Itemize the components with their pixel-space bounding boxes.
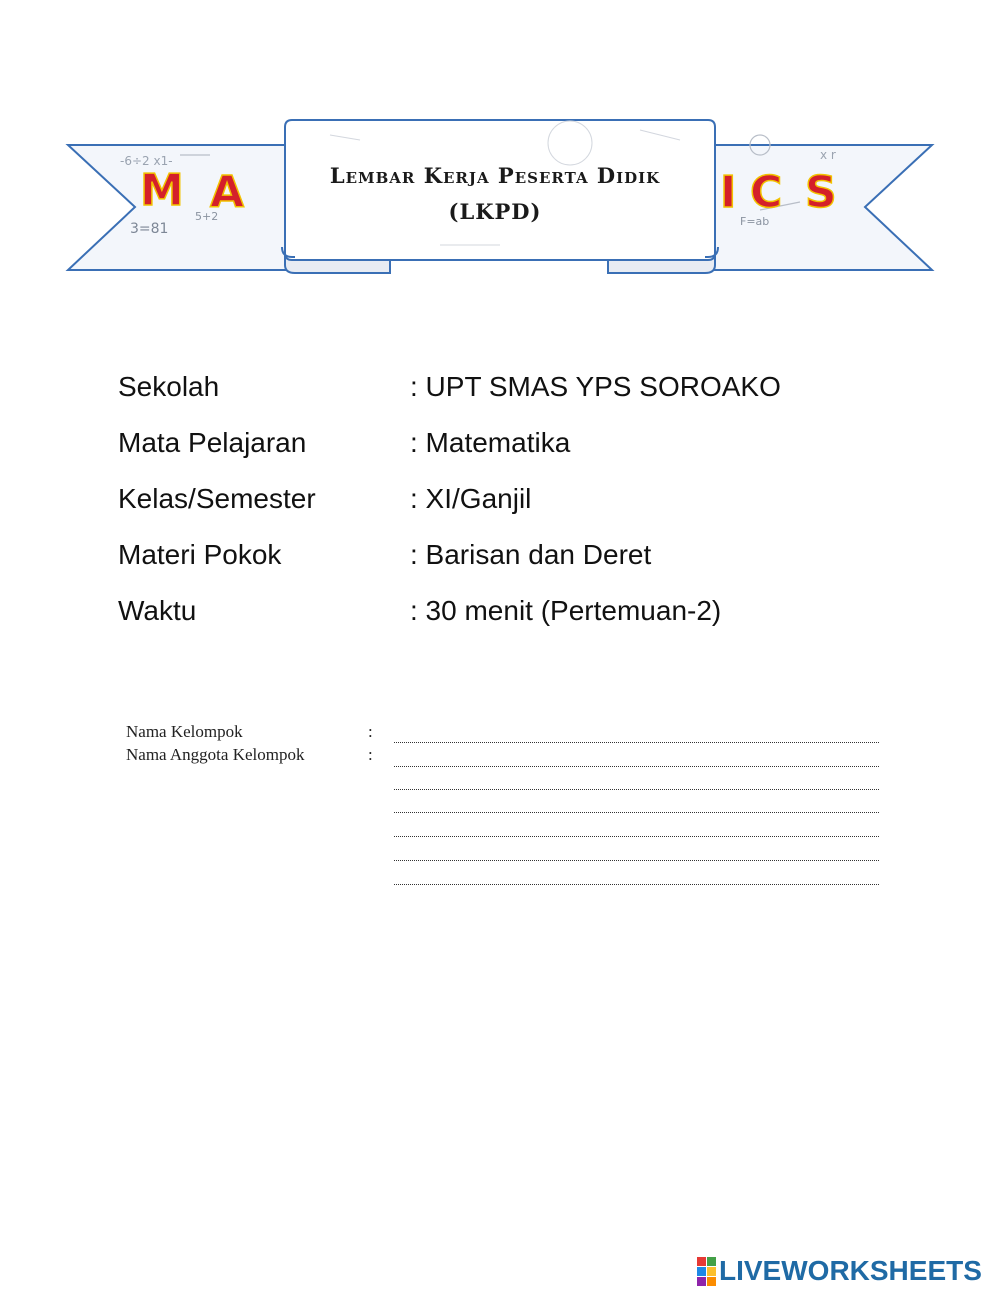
svg-text:3=81: 3=81	[130, 221, 169, 237]
info-value: : Matematika	[410, 427, 571, 458]
member-name-field[interactable]	[394, 836, 879, 837]
info-label: Waktu	[118, 595, 197, 626]
svg-text:F=ab: F=ab	[740, 215, 770, 228]
info-label: Mata Pelajaran	[118, 427, 307, 458]
group-name-colon: :	[368, 722, 373, 741]
member-name-field[interactable]	[394, 860, 879, 861]
member-name-field[interactable]	[394, 766, 879, 767]
svg-text:A: A	[210, 167, 245, 218]
group-members-label: Nama Anggota Kelompok	[126, 745, 305, 764]
info-label: Sekolah	[118, 371, 220, 402]
info-value: : Barisan dan Deret	[410, 539, 652, 570]
member-name-field[interactable]	[394, 789, 879, 790]
liveworksheets-logo-icon	[697, 1257, 716, 1286]
worksheet-title	[290, 158, 700, 230]
info-row-school	[118, 365, 918, 421]
svg-text:M: M	[140, 165, 184, 216]
group-name-label: Nama Kelompok	[126, 722, 243, 741]
svg-text:C: C	[750, 167, 783, 218]
info-row-class-semester	[118, 477, 918, 533]
svg-text:-6÷2 x1-: -6÷2 x1-	[120, 154, 173, 168]
svg-text:S: S	[805, 167, 837, 218]
info-label: Kelas/Semester	[118, 483, 316, 514]
liveworksheets-logo[interactable]	[697, 1256, 982, 1286]
svg-text:5+2: 5+2	[195, 210, 219, 223]
info-value: : 30 menit (Pertemuan-2)	[410, 595, 722, 626]
svg-text:x r: x r	[820, 148, 836, 162]
info-value: : UPT SMAS YPS SOROAKO	[410, 371, 781, 402]
group-name-field[interactable]	[394, 742, 879, 743]
logo-text: LIVEWORKSHEETS	[719, 1255, 982, 1286]
info-row-topic	[118, 533, 918, 589]
info-label: Materi Pokok	[118, 539, 282, 570]
svg-text:I: I	[720, 167, 737, 218]
member-name-field[interactable]	[394, 884, 879, 885]
info-value: : XI/Ganjil	[410, 483, 532, 514]
group-members-colon: :	[368, 745, 373, 764]
worksheet-title-line2: (LKPD)	[448, 199, 542, 224]
worksheet-title-line1: Lembar Kerja Peserta Didik	[329, 163, 661, 188]
info-row-time	[118, 589, 918, 645]
info-row-subject	[118, 421, 918, 477]
member-name-field[interactable]	[394, 812, 879, 813]
worksheet-info-table	[118, 365, 918, 645]
